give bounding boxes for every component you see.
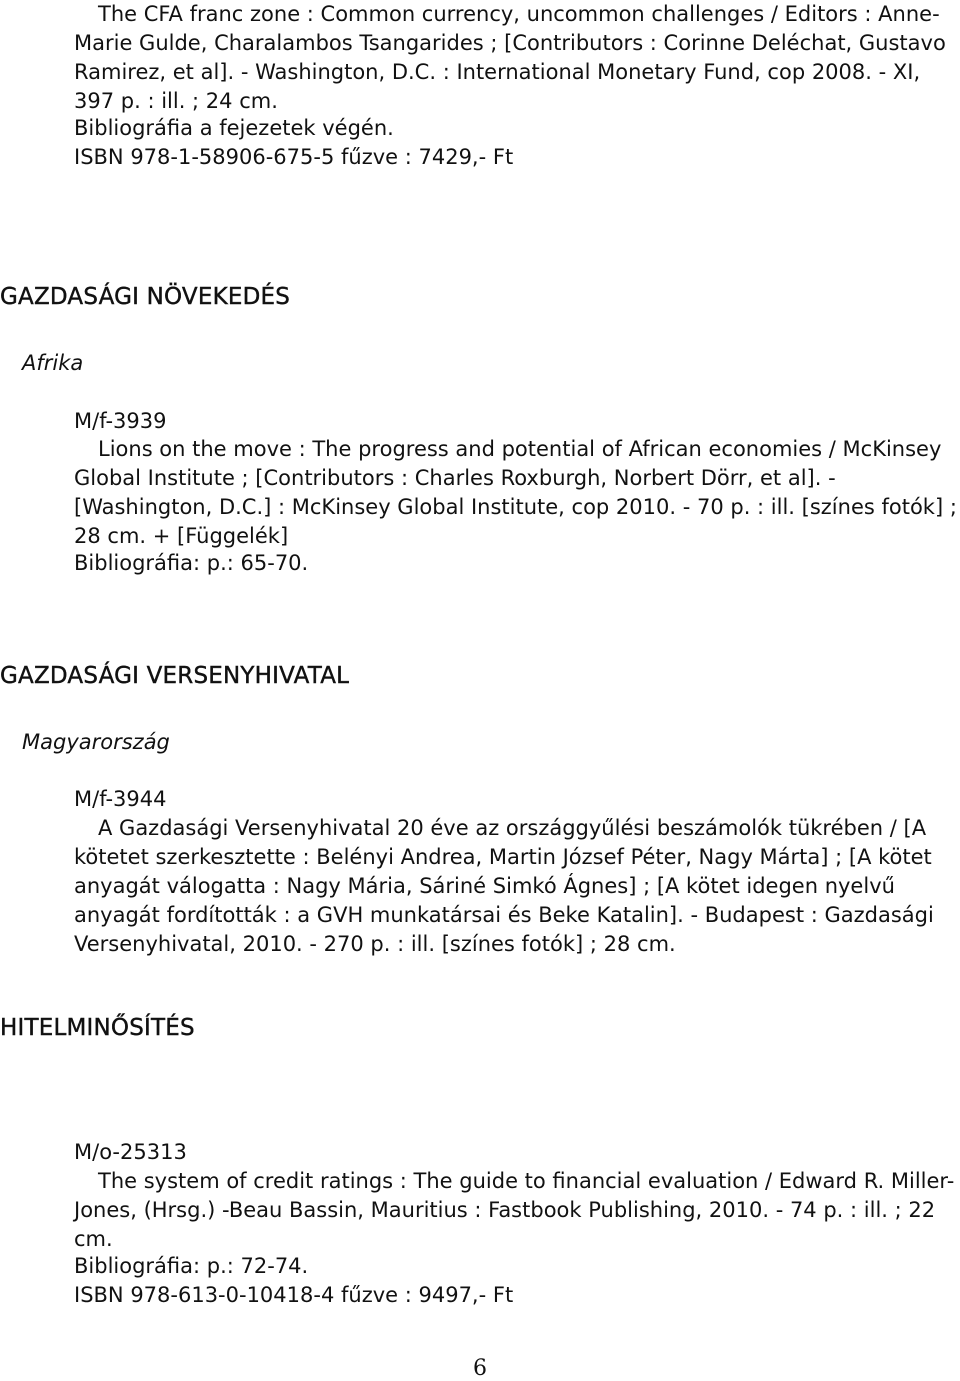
entry-cfa-description: The CFA franc zone : Common currency, uncommon challenges / Editors : Anne-Marie Gulde, Charalambos Tsangarides ; [Contributors : Corinne Deléchat, Gustavo Ramirez, et al]. - Washington, D.C. : International Monetary Fund, cop 2008. - XI, 397 p. : ill. ; 24 cm. <box>74 2 946 113</box>
entry-credit-note: Bibliográfia: p.: 72-74. <box>74 1254 309 1278</box>
section-heading-competition: GAZDASÁGI VERSENYHIVATAL <box>0 663 350 689</box>
entry-growth-description: Lions on the move : The progress and potential of African economies / McKinsey Global Institute ; [Contributors : Charles Roxburgh, Norbert Dörr, et al]. - [Washington, D.C.] : McKinsey Global Institute, cop 2010. - 70 p. : ill. [színes fotók] ; 28 cm. + [Függelék] <box>74 437 957 548</box>
entry-cfa-note: Bibliográfia a fejezetek végén. <box>74 116 394 140</box>
entry-credit-isbn: ISBN 978-613-0-10418-4 fűzve : 9497,- Ft <box>74 1283 514 1307</box>
entry-competition-description: A Gazdasági Versenyhivatal 20 éve az országgyűlési beszámolók tükrében / [A kötetet szerkesztette : Belényi Andrea, Martin József Péter, Nagy Márta] ; [A kötet anyagát válogatta : Nagy Mária, Sáriné Simkó Ágnes] ; [A kötet idegen nyelvű anyagát fordították : a GVH munkatársai és Beke Katalin]. - Budapest : Gazdasági Versenyhivatal, 2010. - 270 p. : ill. [színes fotók] ; 28 cm. <box>74 816 934 956</box>
page-number: 6 <box>473 1356 487 1381</box>
entry-competition-call-number: M/f-3944 <box>74 787 167 811</box>
section-subheading-africa: Afrika <box>22 351 84 375</box>
entry-cfa-isbn: ISBN 978-1-58906-675-5 fűzve : 7429,- Ft <box>74 145 514 169</box>
entry-credit-call-number: M/o-25313 <box>74 1140 187 1164</box>
entry-growth-note: Bibliográfia: p.: 65-70. <box>74 551 309 575</box>
section-subheading-hungary: Magyarország <box>22 730 170 754</box>
section-heading-growth: GAZDASÁGI NÖVEKEDÉS <box>0 284 291 310</box>
entry-growth-call-number: M/f-3939 <box>74 409 167 433</box>
section-heading-credit-rating: HITELMINŐSÍTÉS <box>0 1015 195 1041</box>
entry-credit-description: The system of credit ratings : The guide to financial evaluation / Edward R. Miller-Jones, (Hrsg.) -Beau Bassin, Mauritius : Fastbook Publishing, 2010. - 74 p. : ill. ; 22 cm. <box>74 1169 955 1251</box>
